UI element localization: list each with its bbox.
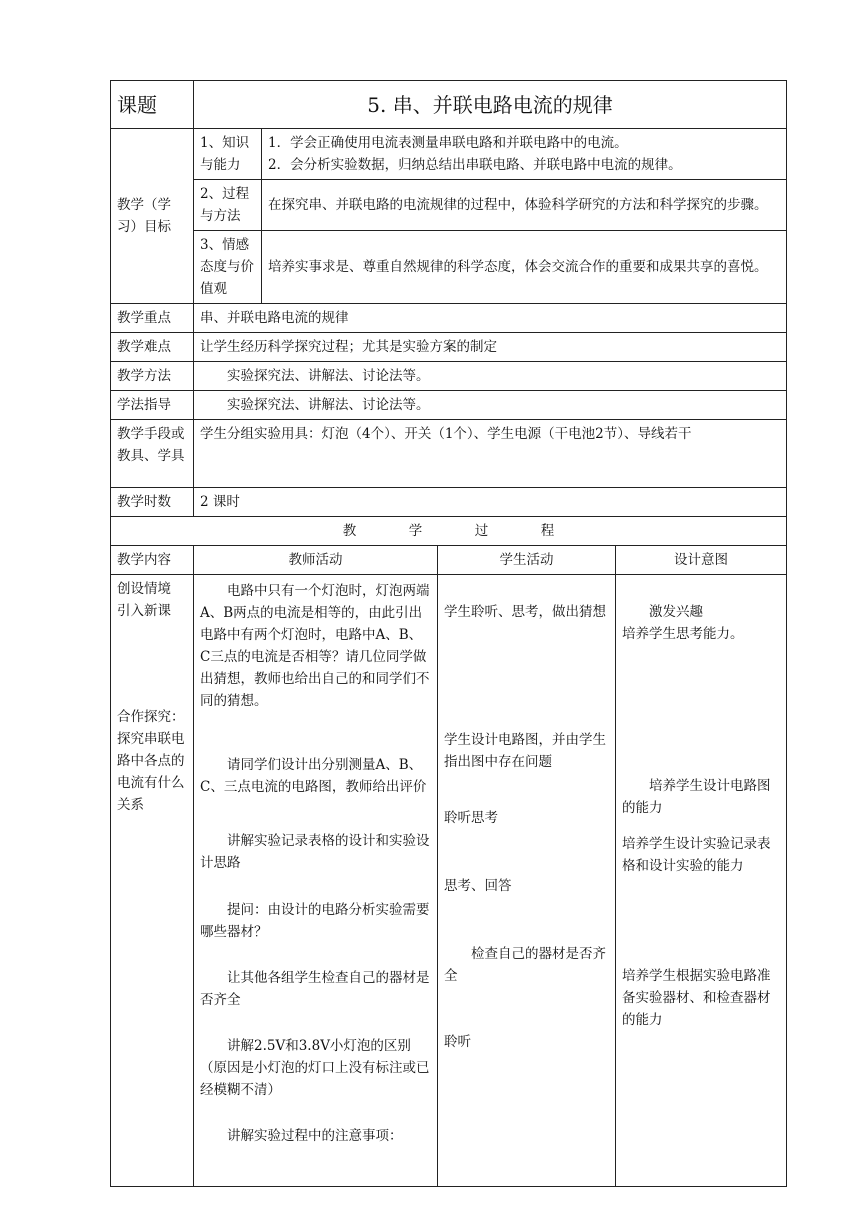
info-label: 教学时数 [111, 488, 194, 517]
design-intent: 培养学生根据实验电路准备实验器材、和检查器材的能力 [622, 968, 771, 1028]
teacher-activity: 提问：由设计的电路分析实验需要哪些器材？ [200, 902, 430, 940]
teacher-activity: 讲解实验记录表格的设计和实验设计思路 [200, 833, 430, 871]
process-heading-char: 教 [342, 523, 357, 539]
process-column-header-row [111, 546, 787, 575]
lesson-plan-page [110, 80, 786, 1187]
header-row [111, 81, 787, 129]
content-intro: 创设情境 引入新课 [117, 581, 185, 619]
column-header-design: 设计意图 [616, 546, 787, 575]
lesson-plan-table [110, 80, 787, 1187]
goal-description: 培养实事求是、尊重自然规律的科学态度，体会交流合作的重要和成果共享的喜悦。 [262, 231, 787, 304]
info-label: 教学方法 [111, 362, 194, 391]
info-row [111, 333, 787, 362]
process-heading [111, 517, 787, 546]
lesson-title: 5. 串、并联电路电流的规律 [194, 81, 787, 129]
design-intent: 培养学生思考能力。 [622, 626, 744, 642]
info-row [111, 488, 787, 517]
student-activity: 思考、回答 [444, 878, 512, 894]
info-row [111, 304, 787, 333]
student-activity: 学生聆听、思考，做出猜想 [444, 604, 606, 620]
info-value: 让学生经历科学探究过程；尤其是实验方案的制定 [194, 333, 787, 362]
teacher-activity: 讲解2.5V和3.8V小灯泡的区别（原因是小灯泡的灯口上没有标注或已经模糊不清） [200, 1038, 430, 1098]
process-heading-char: 过 [474, 523, 489, 539]
student-activity: 聆听 [444, 1034, 471, 1050]
teacher-activity: 电路中只有一个灯泡时，灯泡两端A、B两点的电流是相等的，由此引出电路中有两个灯泡时，电路中A、B、C三点的电流是否相等？请几位同学做出猜想，教师也给出自己的和同学们不同的猜想。 [200, 583, 430, 709]
goal-line: 1．学会正确使用电流表测量串联电路和并联电路中的电流。 [268, 135, 628, 151]
teacher-activity: 请同学们设计出分别测量A、B、C、三点电流的电路图，教师给出评价 [200, 757, 427, 795]
info-label: 教学手段或教具、学具 [111, 420, 194, 488]
info-value: 串、并联电路电流的规律 [194, 304, 787, 333]
design-intent: 培养学生设计实验记录表格和设计实验的能力 [622, 836, 771, 874]
content-column [111, 575, 194, 1187]
student-column [438, 575, 616, 1187]
info-row [111, 420, 787, 488]
goal-row-emotion [111, 231, 787, 304]
column-header-student: 学生活动 [438, 546, 616, 575]
goal-category: 2、过程与方法 [194, 180, 262, 231]
content-explore: 合作探究：探究串联电路中各点的电流有什么关系 [117, 709, 185, 813]
design-intent: 培养学生设计电路图的能力 [622, 778, 771, 816]
process-body-row [111, 575, 787, 1187]
process-heading-char: 学 [408, 523, 423, 539]
info-label: 学法指导 [111, 391, 194, 420]
process-heading-char: 程 [540, 523, 555, 539]
info-value: 实验探究法、讲解法、讨论法等。 [194, 391, 787, 420]
design-intent: 激发兴趣 [649, 604, 703, 620]
info-value: 实验探究法、讲解法、讨论法等。 [194, 362, 787, 391]
goal-category: 1、知识与能力 [194, 129, 262, 180]
column-header-content: 教学内容 [111, 546, 194, 575]
student-activity: 检查自己的器材是否齐全 [444, 946, 606, 984]
info-value: 学生分组实验用具：灯泡（4个）、开关（1个）、学生电源（干电池2节）、导线若干 [194, 420, 787, 488]
goal-row-process [111, 180, 787, 231]
info-value: 2 课时 [194, 488, 787, 517]
teacher-activity: 讲解实验过程中的注意事项： [227, 1128, 403, 1144]
info-label: 教学难点 [111, 333, 194, 362]
teacher-column [194, 575, 438, 1187]
process-heading-row [111, 517, 787, 546]
info-label: 教学重点 [111, 304, 194, 333]
goal-row-knowledge [111, 129, 787, 180]
design-column [616, 575, 787, 1187]
goal-category: 3、情感态度与价值观 [194, 231, 262, 304]
column-header-teacher: 教师活动 [194, 546, 438, 575]
goal-description [262, 129, 787, 180]
teacher-activity: 让其他各组学生检查自己的器材是否齐全 [200, 970, 430, 1008]
student-activity: 聆听思考 [444, 810, 498, 826]
topic-label: 课题 [111, 81, 194, 129]
goal-description: 在探究串、并联电路的电流规律的过程中，体验科学研究的方法和科学探究的步骤。 [262, 180, 787, 231]
info-row [111, 391, 787, 420]
info-row [111, 362, 787, 391]
goals-label: 教学（学习）目标 [111, 129, 194, 304]
student-activity: 学生设计电路图，并由学生指出图中存在问题 [444, 732, 606, 770]
goal-line: 2．会分析实验数据，归纳总结出串联电路、并联电路中电流的规律。 [268, 157, 682, 173]
